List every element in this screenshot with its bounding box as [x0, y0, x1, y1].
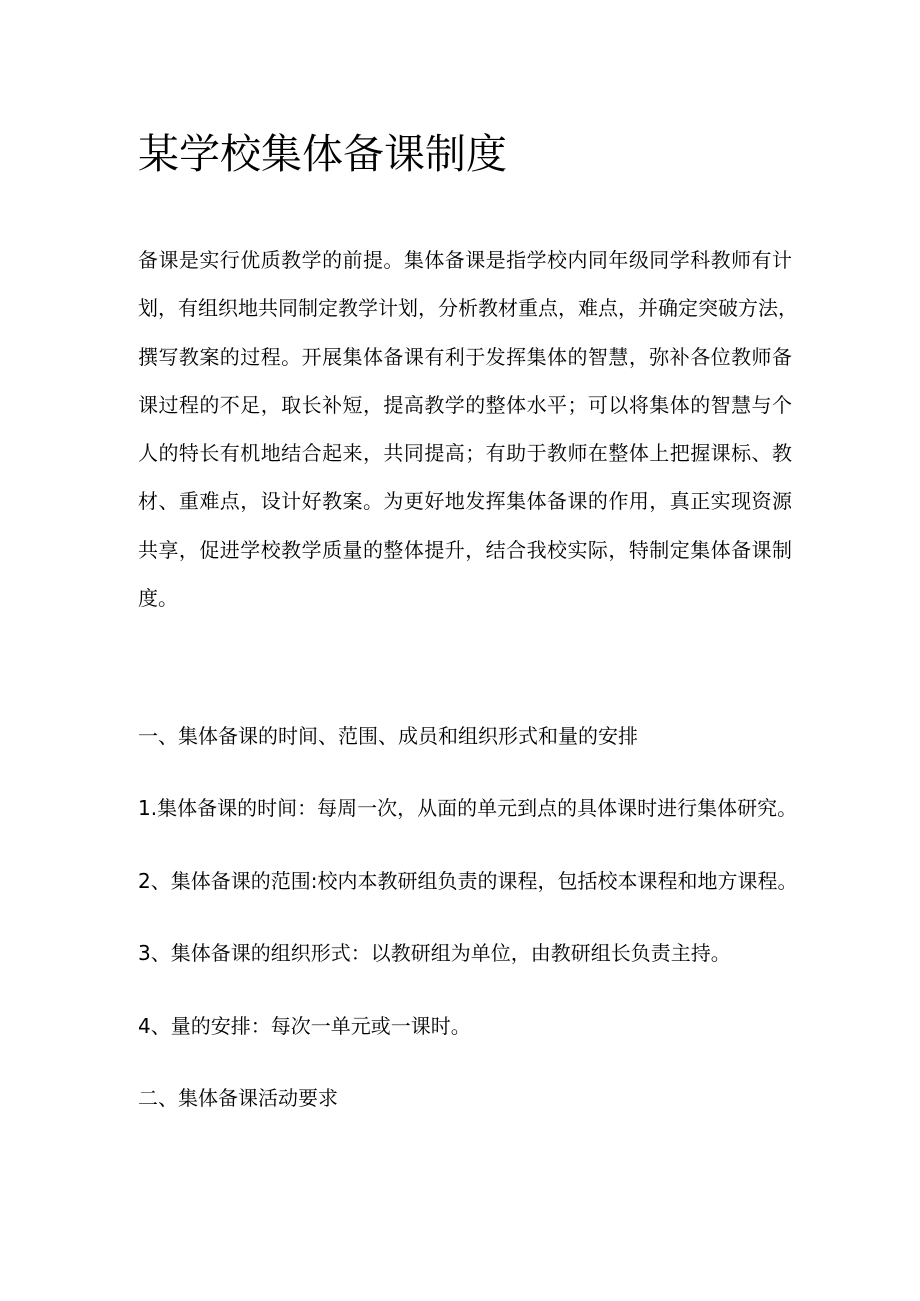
- section-1-item: 4、量的安排：每次一单元或一课时。: [138, 1014, 471, 1038]
- section-1-item: 3、集体备课的组织形式：以教研组为单位，由教研组长负责主持。: [138, 941, 731, 965]
- intro-line: 共享，促进学校教学质量的整体提升，结合我校实际，特制定集体备课制: [138, 537, 792, 562]
- section-1-item: 2、集体备课的范围:校内本教研组负责的课程，包括校本课程和地方课程。: [138, 869, 798, 893]
- intro-line: 划，有组织地共同制定教学计划，分析教材重点，难点，并确定突破方法，: [138, 296, 798, 321]
- intro-line: 撰写教案的过程。开展集体备课有利于发挥集体的智慧，弥补各位教师备: [138, 344, 792, 369]
- intro-paragraph: [138, 236, 798, 622]
- document-title: 某学校集体备课制度: [138, 130, 507, 178]
- section-2-heading: 二、集体备课活动要求: [138, 1086, 338, 1110]
- intro-line: 人的特长有机地结合起来，共同提高；有助于教师在整体上把握课标、教: [138, 441, 792, 466]
- intro-line: 课过程的不足，取长补短，提高教学的整体水平；可以将集体的智慧与个: [138, 392, 792, 417]
- section-1-item: 1.集体备课的时间：每周一次，从面的单元到点的具体课时进行集体研究。: [138, 796, 798, 820]
- intro-line: 度。: [138, 586, 178, 611]
- section-1-heading: 一、集体备课的时间、范围、成员和组织形式和量的安排: [138, 724, 638, 748]
- intro-line: 备课是实行优质教学的前提。集体备课是指学校内同年级同学科教师有计: [138, 248, 792, 272]
- intro-line: 材、重难点，设计好教案。为更好地发挥集体备课的作用，真正实现资源: [138, 489, 792, 514]
